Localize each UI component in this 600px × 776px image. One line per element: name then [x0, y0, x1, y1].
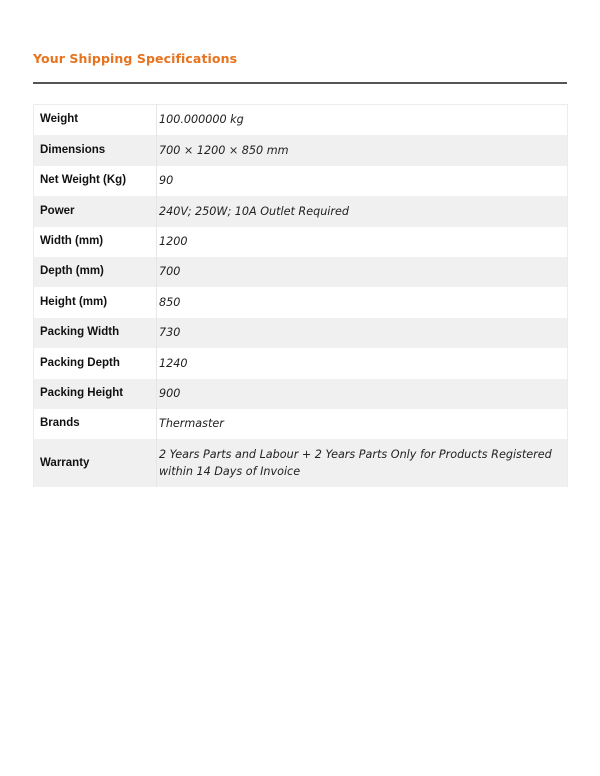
- table-row: [34, 257, 568, 287]
- table-row: [34, 348, 568, 378]
- spec-label-dimensions: Dimensions: [34, 135, 157, 165]
- spec-value-width: 1200: [159, 235, 188, 248]
- table-row: [34, 287, 568, 317]
- table-row: [34, 409, 568, 439]
- title-divider: [33, 82, 567, 84]
- table-row: [34, 318, 568, 348]
- table-row: [34, 227, 568, 257]
- spec-value-net-weight: 90: [159, 174, 174, 188]
- section-title: Your Shipping Specifications: [33, 51, 238, 66]
- table-row: [34, 196, 568, 226]
- spec-label-power: Power: [34, 196, 157, 226]
- spec-label-height: Height (mm): [34, 287, 157, 317]
- spec-label-width: Width (mm): [34, 227, 157, 257]
- spec-label-net-weight: Net Weight (Kg): [34, 166, 157, 196]
- spec-label-packing-depth: Packing Depth: [34, 348, 157, 378]
- spec-value-depth: 700: [157, 257, 568, 287]
- table-row: [34, 105, 568, 136]
- spec-label-weight: Weight: [34, 105, 157, 136]
- table-row: [34, 379, 568, 409]
- table-row: [34, 439, 568, 487]
- spec-value-packing-width: 730: [157, 318, 568, 348]
- spec-value-packing-height: 900: [157, 379, 568, 409]
- spec-value-brands: Thermaster: [159, 417, 224, 431]
- spec-value-height: 850: [159, 295, 181, 309]
- spec-value-warranty: 2 Years Parts and Labour + 2 Years Parts Only for Products Registered within 14 Days of Invoice: [157, 439, 568, 487]
- spec-value-power: 240V; 250W; 10A Outlet Required: [157, 196, 568, 226]
- table-row: [34, 135, 568, 165]
- spec-label-packing-height: Packing Height: [34, 379, 157, 409]
- spec-value-weight: 100.000000 kg: [159, 113, 244, 127]
- spec-label-packing-width: Packing Width: [34, 318, 157, 348]
- table-row: [34, 166, 568, 196]
- spec-label-brands: Brands: [34, 409, 157, 439]
- spec-label-depth: Depth (mm): [34, 257, 157, 287]
- spec-value-packing-depth: 1240: [159, 356, 188, 370]
- spec-label-warranty: Warranty: [34, 439, 157, 487]
- spec-value-dimensions: 700 × 1200 × 850 mm: [157, 135, 568, 165]
- shipping-specs-table: [33, 104, 568, 487]
